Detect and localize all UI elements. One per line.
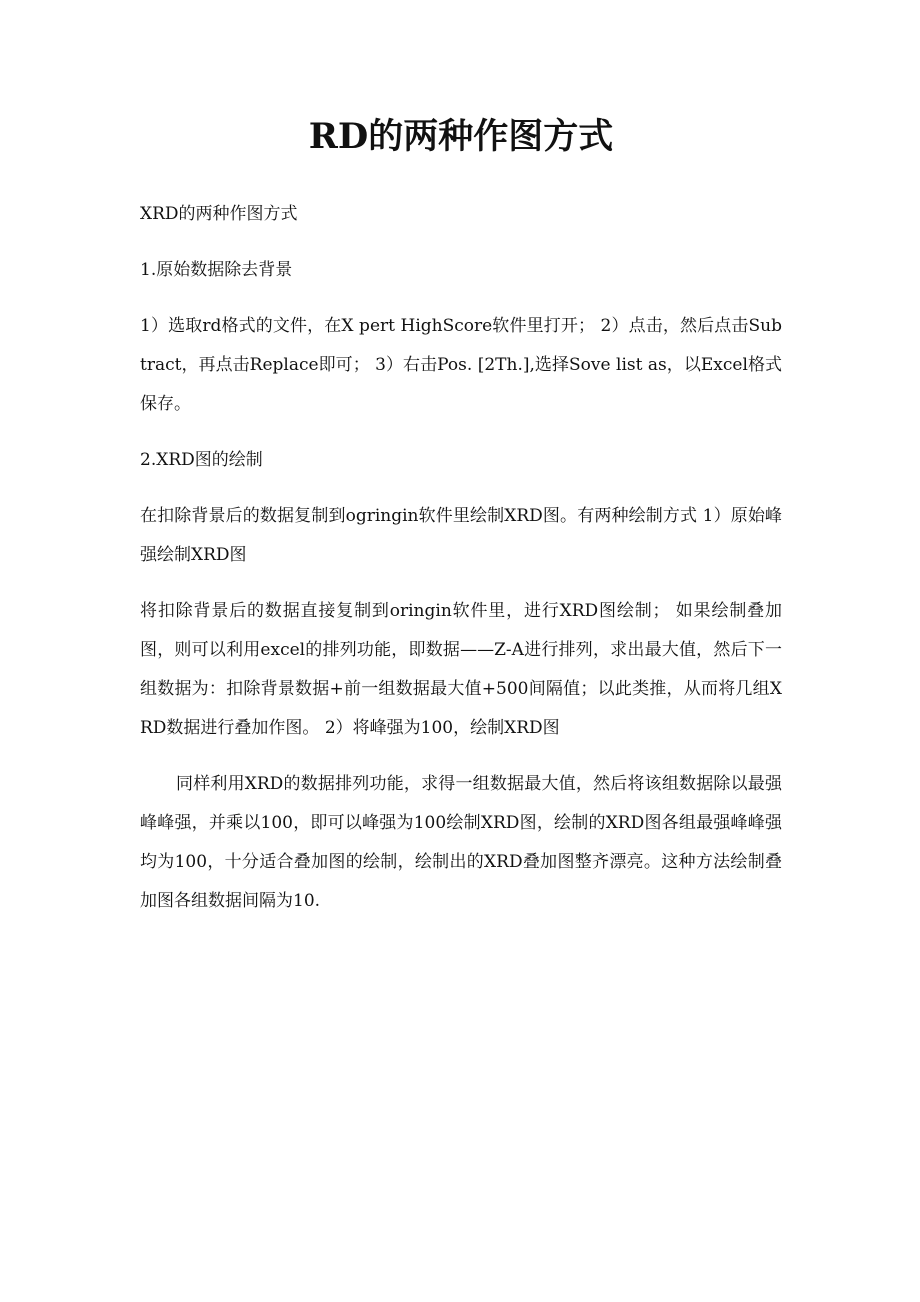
section-heading-2: 2.XRD图的绘制 [140,450,263,470]
section-heading-1: 1.原始数据除去背景 [140,260,293,280]
document-title: RD的两种作图方式 [308,116,614,157]
intro-paragraph: 在扣除背景后的数据复制到ogringin软件里绘制XRD图。有两种绘制方式 1）原始峰强绘制XRD图 [140,506,782,565]
method-1-paragraph: 将扣除背景后的数据直接复制到oringin软件里，进行XRD图绘制； 如果绘制叠加图，则可以利用excel的排列功能，即数据——Z-A进行排列，求出最大值，然后下一组数据为：扣除背景数据+前一组数据最大值+500间隔值；以此类推，从而将几组XRD数据进行叠加作图。 2）将峰强为100，绘制XRD图 [140,601,782,738]
method-2-paragraph: 同样利用XRD的数据排列功能，求得一组数据最大值，然后将该组数据除以最强峰峰强，并乘以100，即可以峰强为100绘制XRD图，绘制的XRD图各组最强峰峰强均为100，十分适合叠加图的绘制，绘制出的XRD叠加图整齐漂亮。这种方法绘制叠加图各组数据间隔为10. [140,774,782,911]
steps-paragraph: 1）选取rd格式的文件，在X pert HighScore软件里打开； 2）点击，然后点击Subtract，再点击Replace即可； 3）右击Pos. [2Th.],选择Sove list as，以Excel格式保存。 [140,316,782,414]
subtitle-paragraph: XRD的两种作图方式 [140,204,298,224]
